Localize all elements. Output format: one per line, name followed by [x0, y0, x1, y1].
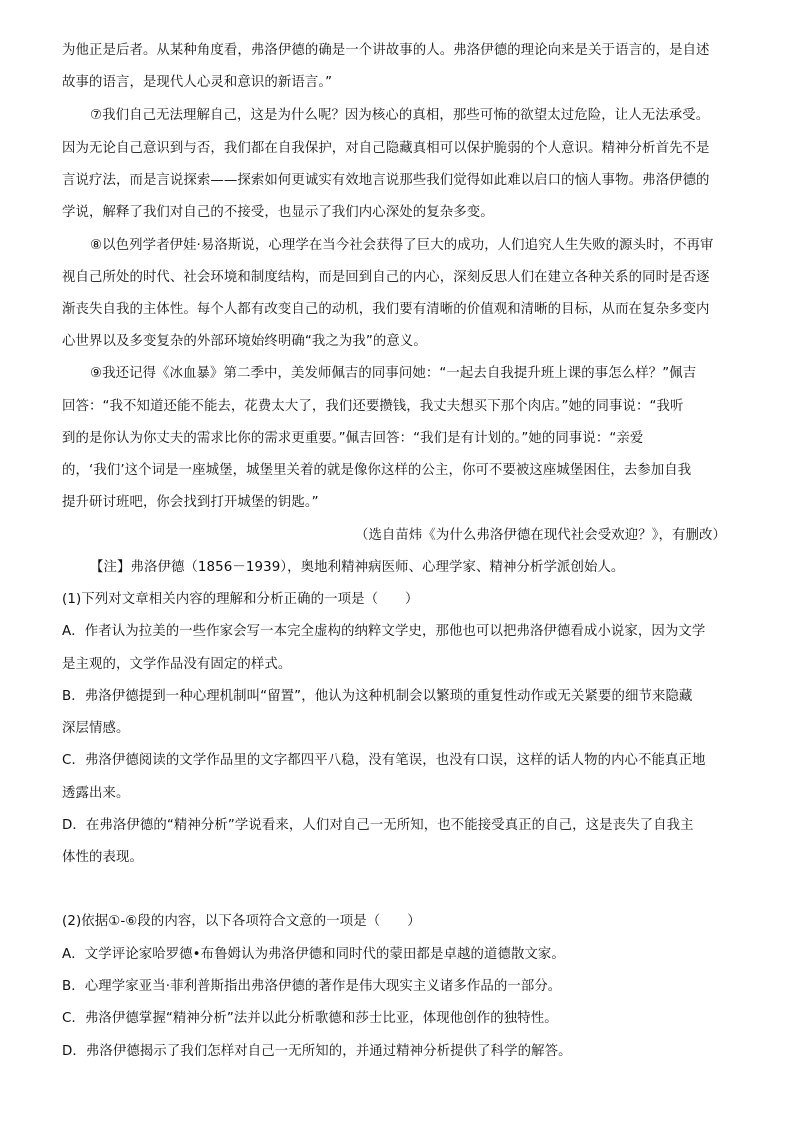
source-citation: （选自苗炜《为什么弗洛伊德在现代社会受欢迎？》，有删改）: [354, 528, 726, 543]
paragraph-7-line-3: 言说疗法，而是言说探索——探索如何更诚实有效地言说那些我们觉得如此难以启口的恼人事物。弗洛伊德的: [62, 173, 710, 188]
question-1-stem: (1)下列对文章相关内容的理解和分析正确的一项是（ ）: [62, 592, 419, 607]
question-2-option-a: A．文学评论家哈罗德•布鲁姆认为弗洛伊德和同时代的蒙田都是卓越的道德散文家。: [62, 947, 565, 962]
paragraph-9-line-4: 的，‘我们’这个词是一座城堡，城堡里关着的就是像你这样的公主，你可不要被这座城堡困住，去参加自我: [62, 463, 692, 478]
question-1-option-a-line-1: A．作者认为拉美的一些作家会写一本完全虚构的纳粹文学史，那他也可以把弗洛伊德看成小说家，因为文学: [62, 624, 706, 639]
question-2-option-c: C．弗洛伊德掌握“精神分析”法并以此分析歌德和莎士比亚，体现他创作的独特性。: [62, 1011, 558, 1026]
question-1-option-b-line-1: B．弗洛伊德提到一种心理机制叫“留置”，他认为这种机制会以繁琐的重复性动作或无关紧要的细节来隐藏: [62, 689, 693, 704]
paragraph-8-line-2: 视自己所处的时代、社会环境和制度结构，而是回到自己的内心，深刻反思人们在建立各种关系的同时是否逐: [62, 270, 710, 285]
paragraph-9-line-5: 提升研讨班吧，你会找到打开城堡的钥匙。”: [62, 495, 319, 510]
question-1-option-b-line-2: 深层情感。: [62, 721, 130, 736]
question-2-stem: (2)依据①-⑥段的内容，以下各项符合文意的一项是（ ）: [62, 914, 421, 929]
paragraph-7-line-2: 因为无论自己意识到与否，我们都在自我保护，对自己隐藏真相可以保护脆弱的个人意识。精神分析首先不是: [62, 141, 710, 156]
question-1-option-d-line-2: 体性的表现。: [62, 850, 143, 865]
paragraph-7-line-1: ⑦我们自己无法理解自己，这是为什么呢？因为核心的真相，那些可怖的欲望太过危险，让人无法承受。: [90, 108, 710, 123]
annotation-note: 【注】弗洛伊德（1856－1939），奥地利精神病医师、心理学家、精神分析学派创始人。: [90, 560, 625, 575]
paragraph-8-line-1: ⑧以色列学者伊娃·易洛斯说，心理学在当今社会获得了巨大的成功，人们追究人生失败的源头时，不再审: [90, 238, 714, 253]
paragraph-9-line-1: ⑨我还记得《冰血暴》第二季中，美发师佩吉的同事问她：“一起去自我提升班上课的事怎么样？”佩吉: [90, 366, 697, 381]
question-2-option-b: B．心理学家亚当·菲利普斯指出弗洛伊德的著作是伟大现实主义诸多作品的一部分。: [62, 979, 562, 994]
paragraph-9-line-2: 回答：“我不知道还能不能去，花费太大了，我们还要攒钱，我丈夫想买下那个肉店。”她的同事说：“我听: [62, 399, 684, 414]
question-1-option-c-line-1: C．弗洛伊德阅读的文学作品里的文字都四平八稳，没有笔误，也没有口误，这样的话人物的内心不能真正地: [62, 753, 706, 768]
paragraph-6-line-1: 为他正是后者。从某种角度看，弗洛伊德的确是一个讲故事的人。弗洛伊德的理论向来是关于语言的，是自述: [62, 43, 710, 58]
question-1-option-a-line-2: 是主观的，文学作品没有固定的样式。: [62, 657, 292, 672]
paragraph-7-line-4: 学说，解释了我们对自己的不接受，也显示了我们内心深处的复杂多变。: [62, 205, 494, 220]
paragraph-8-line-4: 心世界以及多变复杂的外部环境始终明确“我之为我”的意义。: [62, 334, 427, 349]
paragraph-6-line-2: 故事的语言，是现代人心灵和意识的新语言。”: [62, 75, 333, 90]
paragraph-9-line-3: 到的是你认为你丈夫的需求比你的需求更重要。”佩吉回答：“我们是有计划的。”她的同事说：“亲爱: [62, 431, 644, 446]
question-1-option-c-line-2: 透露出来。: [62, 786, 130, 801]
question-2-option-d: D．弗洛伊德揭示了我们怎样对自己一无所知的，并通过精神分析提供了科学的解答。: [62, 1044, 572, 1059]
paragraph-8-line-3: 渐丧失自我的主体性。每个人都有改变自己的动机，我们要有清晰的价值观和清晰的目标，从而在复杂多变内: [62, 302, 710, 317]
question-1-option-d-line-1: D．在弗洛伊德的“精神分析”学说看来，人们对自己一无所知，也不能接受真正的自己，这是丧失了自我主: [62, 818, 694, 833]
